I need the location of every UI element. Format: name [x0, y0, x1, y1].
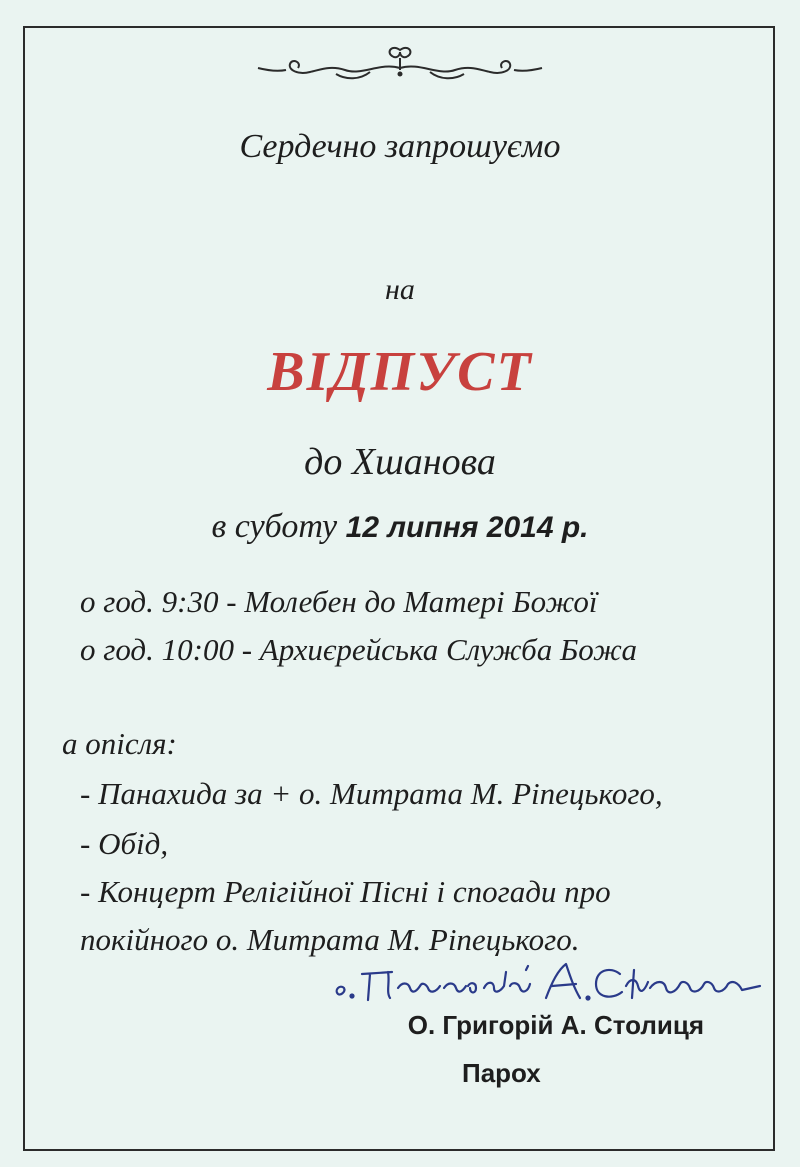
after-label: а опісля: — [62, 726, 177, 761]
handwritten-signature — [330, 952, 770, 1012]
event-date-line — [0, 508, 800, 546]
invitation-intro: Сердечно запрошуємо — [239, 128, 561, 165]
after-item: - Обід, — [80, 826, 169, 861]
after-item: - Концерт Релігійної Пісні і спогади про — [80, 874, 611, 909]
signer-name: О. Григорій А. Столиця — [407, 1010, 704, 1040]
event-title: ВІДПУСТ — [267, 341, 533, 403]
flourish-ornament-icon — [250, 42, 550, 86]
invitation-preposition: на — [385, 273, 415, 306]
event-date: 12 липня 2014 р. — [345, 511, 589, 544]
schedule-item: о год. 9:30 - Молебен до Матері Божої — [80, 584, 598, 619]
event-place: до Хшанова — [304, 441, 496, 483]
after-item: покійного о. Митрата М. Ріпецького. — [80, 922, 580, 957]
schedule-item: о год. 10:00 - Архиєрейська Служба Божа — [80, 632, 637, 667]
signer-role: Парох — [462, 1058, 541, 1088]
event-date-prefix: в суботу — [211, 508, 338, 545]
after-item: - Панахида за + о. Митрата М. Ріпецького, — [80, 776, 663, 811]
